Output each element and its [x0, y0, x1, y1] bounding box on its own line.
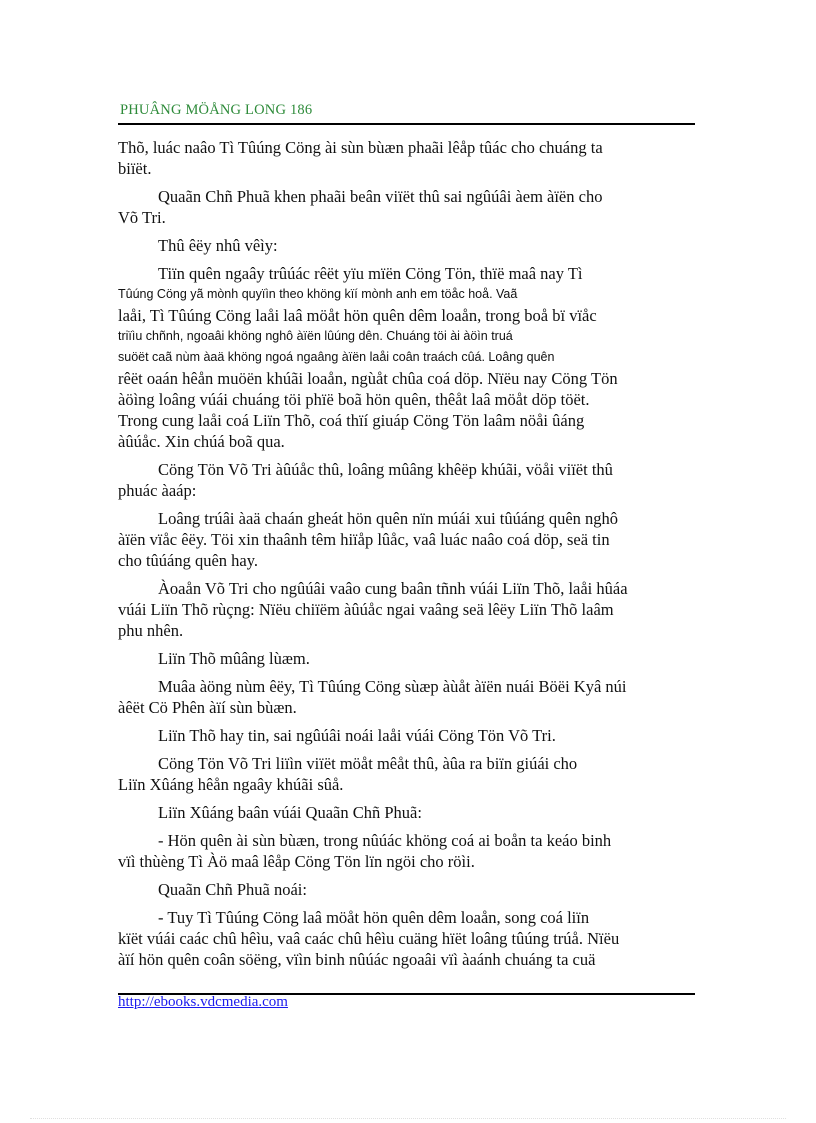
paragraph: Liïn Xûáng baân vúái Quaãn Chñ Phuã: — [158, 803, 422, 822]
paragraph: Liïn Thõ mûâng lùæm. — [158, 649, 310, 668]
paragraph: Àoaån Võ Tri cho ngûúâi vaâo cung baân tñnh vúái Liïn Thõ, laåi hûáa vúái Liïn Thõ rùçng: Nïëu chiïëm àûúåc ngai vaâng seä lêëy Liïn Thõ laâm phu nhên. — [118, 579, 628, 640]
footer-link[interactable]: http://ebooks.vdcmedia.com — [118, 994, 288, 1010]
paragraph: Cöng Tön Võ Tri àûúåc thû, loâng mûâng khêëp khúãi, vöåi viïët thû phuác àaáp: — [118, 460, 613, 500]
paragraph: Thû êëy nhû vêìy: — [158, 236, 278, 255]
paragraph: Quaãn Chñ Phuã noái: — [158, 880, 307, 899]
page-header: PHUÂNG MÖÅNG LONG 186 — [120, 102, 313, 118]
paragraph: - Tuy Tì Tûúng Cöng laâ möåt hön quên dêm loaån, song coá liïn kïët vúái caác chû hêìu, vaâ caác chû hêìu cuäng hïët loâng tûúng trúå. Nïëu àïí hön quên coân söëng, vïìn binh nûúác ngoaâi vïì àaánh chuáng ta cuä — [118, 908, 620, 969]
page-edge — [30, 1118, 786, 1119]
paragraph: - Hön quên ài sùn bùæn, trong nûúác khöng coá ai boån ta keáo binh vïì thùèng Tì Àö maâ lêåp Cöng Tön lïn ngöi cho röìi. — [118, 831, 612, 871]
paragraph: Liïn Thõ hay tin, sai ngûúâi noái laåi vúái Cöng Tön Võ Tri. — [158, 726, 556, 745]
paragraph: Cöng Tön Võ Tri liïìn viïët möåt mêåt thû, àûa ra biïn giúái cho Liïn Xûáng hêån ngaây khúãi sûå. — [118, 754, 578, 794]
paragraph: Muâa àöng nùm êëy, Tì Tûúng Cöng sùæp àùåt àïën nuái Böëi Kyâ núi àêët Cö Phên àïí sùn bùæn. — [118, 677, 627, 717]
letter-paragraph: Tiïn quên ngaây trûúác rêët yïu mïën Cöng Tön, thïë maâ nay Tì Tûúng Cöng yã mònh quyïìn theo khöng kïí mònh anh em töåc hoå. Vaã laåi, Tì Tûúng Cöng laåi laâ möåt hön quên dêm loaån, trong boå bï vïåc triïìu chñnh, ngoaâi khöng nghô àïën lûúng dên. Chuáng töi ài àöìn truá suöët caã nùm àaä khöng ngoá ngaâng àïën laåi coân traách cûá. Loâng quên rêët oaán hêån muöën khúãi loaån, ngùåt chûa coá döp. Nïëu nay Cöng Tön àöìng loâng vúái chuáng töi phïë boã hön quên, thêåt laâ möåt döp töët. Trong cung laåi coá Liïn Thõ, coá thïí giuáp Cöng Tön laâm nöåi ûáng àûúåc. Xin chúá boã qua. — [118, 264, 618, 451]
header-rule — [118, 123, 695, 125]
paragraph: Quaãn Chñ Phuã khen phaãi beân viïët thû sai ngûúâi àem àïën cho Võ Tri. — [118, 187, 603, 227]
body-text — [118, 137, 696, 977]
paragraph: Loâng trúâi àaä chaán gheát hön quên nïn múái xui tûúáng quên nghô àïën vïåc êëy. Töi xin thaânh têm hiïåp lûåc, vaâ luác naâo coá döp, seä tin cho tûúáng quên hay. — [118, 509, 619, 570]
paragraph: Thõ, luác naâo Tì Tûúng Cöng ài sùn bùæn phaãi lêåp tûác cho chuáng ta biïët. — [118, 138, 603, 178]
